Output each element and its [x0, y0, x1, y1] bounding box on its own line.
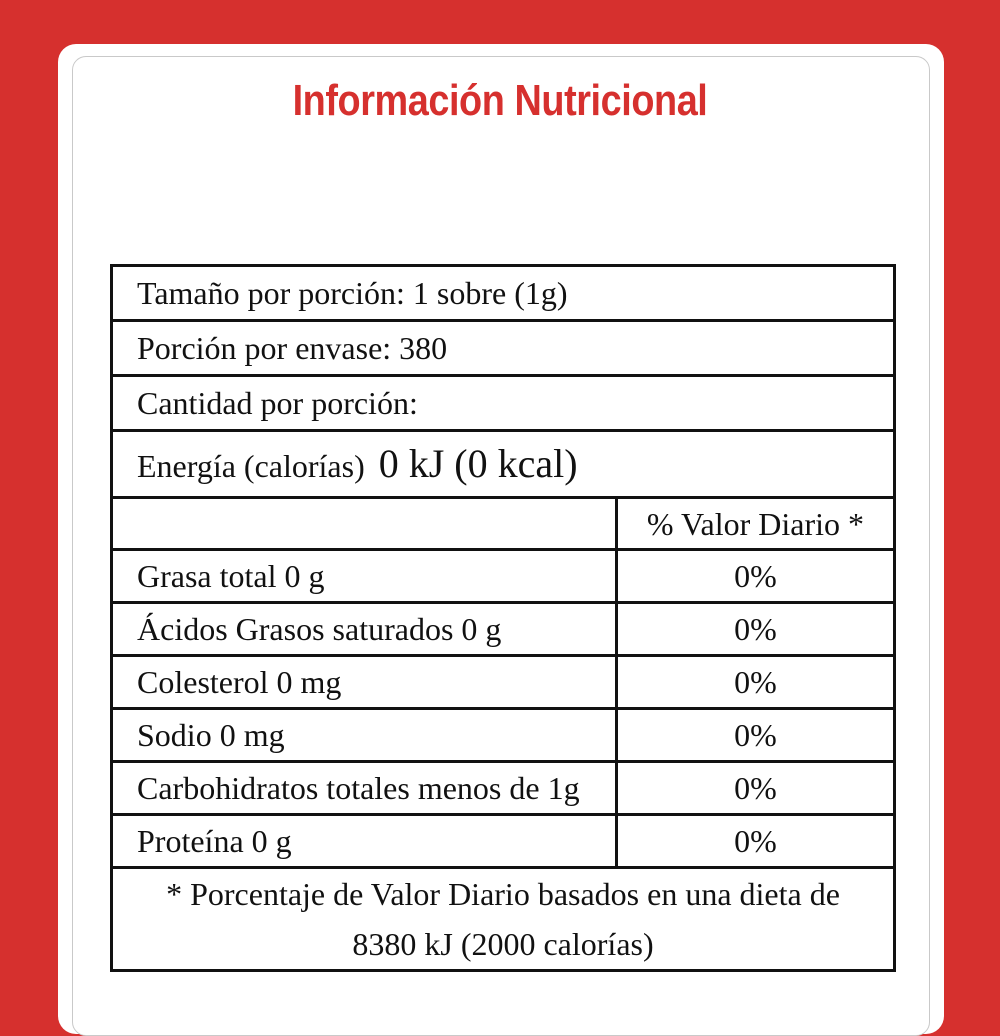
table-row — [112, 550, 895, 603]
table-row — [112, 815, 895, 868]
nutrient-name: Colesterol 0 mg — [112, 656, 617, 709]
footnote-cell — [112, 868, 895, 971]
energy-cell — [112, 431, 895, 498]
nutrition-table — [110, 264, 896, 972]
nutrient-dv: 0% — [616, 815, 894, 868]
servings-per-container-row — [112, 321, 895, 376]
nutrient-dv: 0% — [616, 603, 894, 656]
footnote-line-2: 8380 kJ (2000 calorías) — [352, 926, 654, 962]
serving-size-row — [112, 266, 895, 321]
nutrient-name: Proteína 0 g — [112, 815, 617, 868]
energy-row — [112, 431, 895, 498]
servings-per-container-text: Porción por envase: 380 — [112, 321, 895, 376]
amount-per-serving-text: Cantidad por porción: — [112, 376, 895, 431]
footnote-row — [112, 868, 895, 971]
serving-size-text: Tamaño por porción: 1 sobre (1g) — [112, 266, 895, 321]
nutrient-dv: 0% — [616, 709, 894, 762]
nutrient-name: Ácidos Grasos saturados 0 g — [112, 603, 617, 656]
daily-value-header: % Valor Diario * — [616, 498, 894, 550]
table-row — [112, 709, 895, 762]
table-row — [112, 762, 895, 815]
nutrient-name: Grasa total 0 g — [112, 550, 617, 603]
nutrient-dv: 0% — [616, 762, 894, 815]
table-row — [112, 656, 895, 709]
amount-per-serving-row — [112, 376, 895, 431]
nutrient-dv: 0% — [616, 656, 894, 709]
table-row — [112, 603, 895, 656]
empty-header-cell — [112, 498, 617, 550]
energy-label: Energía (calorías) — [137, 448, 365, 484]
nutrient-name: Sodio 0 mg — [112, 709, 617, 762]
footnote-line-1: * Porcentaje de Valor Diario basados en una dieta de — [166, 876, 840, 912]
page-title: Información Nutricional — [292, 76, 708, 125]
nutrient-dv: 0% — [616, 550, 894, 603]
energy-value: 0 kJ (0 kcal) — [378, 441, 578, 486]
nutrient-name: Carbohidratos totales menos de 1g — [112, 762, 617, 815]
daily-value-header-row — [112, 498, 895, 550]
